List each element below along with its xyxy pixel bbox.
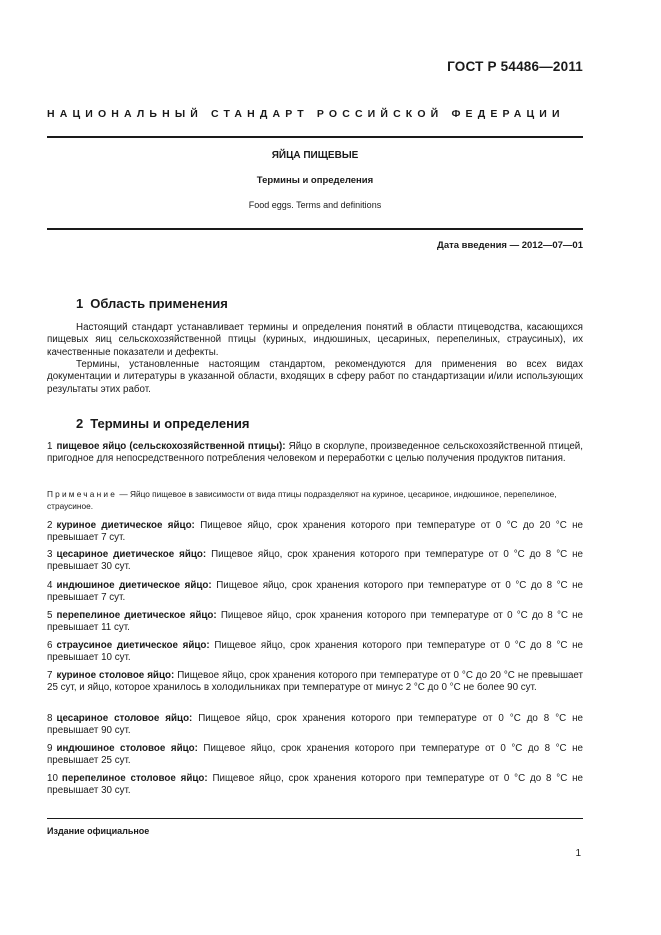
term-definition: Пищевое яйцо, срок хранения которого при температуре от 0 °С до 8 °С не превышает 25 сут.	[47, 743, 584, 767]
term-definition: Пищевое яйцо, срок хранения которого при температуре от 0 °С до 8 °С не превышает 11 сут.	[47, 610, 583, 634]
page-number: 1	[575, 848, 581, 859]
document-english-title: Food eggs. Terms and definitions	[248, 200, 382, 210]
term-entry	[47, 441, 583, 466]
term-name: куриное столовое яйцо:	[56, 670, 175, 681]
term-number: 3	[47, 549, 53, 560]
section-number: 2	[76, 416, 84, 431]
term-entry	[47, 640, 583, 665]
term-name: пищевое яйцо (сельскохозяйственной птицы):	[56, 441, 286, 452]
document-subtitle: Термины и определения	[256, 175, 374, 186]
term-definition: Пищевое яйцо, срок хранения которого при температуре от 0 °С до 20 °С не превышает 25 сут, и яйцо, которое хранилось в холодильниках при температуре от минус 2 °С до 0 °С не более 90 сут.	[47, 670, 583, 694]
section-1-heading	[76, 296, 228, 311]
top-divider	[47, 136, 583, 138]
official-edition-label: Издание официальное	[47, 826, 150, 836]
title-divider	[47, 228, 583, 230]
scope-paragraph: Термины, установленные настоящим стандартом, рекомендуются для применения во всех видах документации и литературы в указанной области, входящих в сферу работ по стандартизации и/или использующих результаты этих работ.	[47, 359, 583, 395]
document-title: ЯЙЦА ПИЩЕВЫЕ	[271, 150, 359, 161]
term-number: 6	[47, 640, 53, 651]
term-entry	[47, 743, 583, 768]
term-number: 4	[47, 580, 53, 591]
term-number: 10	[47, 773, 58, 784]
footer-divider	[47, 818, 583, 819]
term-name: индюшиное столовое яйцо:	[56, 743, 198, 754]
term-entry	[47, 520, 583, 545]
term-number: 1	[47, 441, 53, 452]
term-definition: Пищевое яйцо, срок хранения которого при температуре от 0 °С до 8 °С не превышает 90 сут.	[47, 713, 583, 737]
term-entry	[47, 670, 583, 695]
note-text: — Яйцо пищевое в зависимости от вида птицы подразделяют на куриное, цесариное, индюшиное, перепелиное, страусиное.	[47, 489, 557, 511]
term-number: 7	[47, 670, 53, 681]
term-entry	[47, 610, 583, 635]
term-number: 2	[47, 520, 53, 531]
section-2-heading	[76, 416, 250, 431]
term-definition: Пищевое яйцо, срок хранения которого при температуре от 0 °С до 8 °С не превышает 30 сут.	[47, 773, 583, 797]
term-entry	[47, 580, 583, 605]
term-name: страусиное диетическое яйцо:	[56, 640, 210, 651]
term-entry	[47, 713, 583, 738]
term-name: индюшиное диетическое яйцо:	[56, 580, 212, 591]
term-definition: Пищевое яйцо, срок хранения которого при температуре от 0 °С до 8 °С не превышает 30 сут.	[47, 549, 583, 573]
section-title: Термины и определения	[90, 416, 250, 431]
term-name: куриное диетическое яйцо:	[56, 520, 195, 531]
term-number: 5	[47, 610, 53, 621]
term-definition: Пищевое яйцо, срок хранения которого при температуре от 0 °С до 20 °С не превышает 7 сут.	[47, 520, 583, 544]
term-definition: Пищевое яйцо, срок хранения которого при температуре от 0 °С до 8 °С не превышает 10 сут.	[47, 640, 584, 664]
gost-code: ГОСТ Р 54486—2011	[447, 59, 583, 74]
term-definition: Яйцо в скорлупе, произведенное сельскохозяйственной птицей, пригодное для непосредственного потребления человеком и переработки с целью получения продуктов питания.	[47, 441, 583, 465]
note-label: Примечание	[47, 489, 118, 499]
term-name: цесариное диетическое яйцо:	[56, 549, 207, 560]
term-entry	[47, 549, 583, 574]
term-number: 8	[47, 713, 53, 724]
term-name: перепелиное диетическое яйцо:	[56, 610, 217, 621]
term-name: перепелиное столовое яйцо:	[61, 773, 208, 784]
introduction-date: Дата введения — 2012—07—01	[437, 240, 583, 251]
national-standard-banner: НАЦИОНАЛЬНЫЙ СТАНДАРТ РОССИЙСКОЙ ФЕДЕРАЦИИ	[47, 108, 565, 120]
term-number: 9	[47, 743, 53, 754]
term-name: цесариное столовое яйцо:	[56, 713, 193, 724]
section-number: 1	[76, 296, 84, 311]
term-definition: Пищевое яйцо, срок хранения которого при температуре от 0 °С до 8 °С не превышает 7 сут.	[47, 580, 584, 604]
term-entry	[47, 773, 583, 798]
note	[47, 489, 583, 512]
scope-paragraph: Настоящий стандарт устанавливает термины и определения понятий в области птицеводства, касающихся пищевых яиц сельскохозяйственной птицы (куриных, индюшиных, цесариных, перепелиных, страусиных), их качественные показатели и дефекты.	[47, 322, 583, 358]
section-title: Область применения	[90, 296, 228, 311]
